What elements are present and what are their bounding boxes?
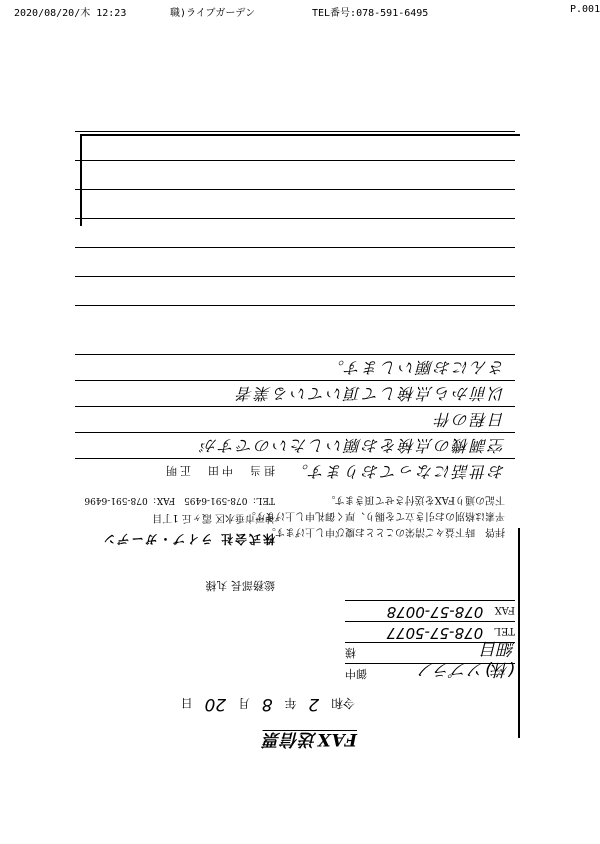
message-text: お世話になっております。: [290, 462, 505, 481]
recipient-sama: 様: [345, 646, 356, 659]
message-text: 空調機の点検をお願いしたいのですが: [198, 436, 505, 455]
date-day-unit: 日: [180, 696, 193, 710]
ruled-line: [75, 218, 515, 247]
recipient-tel-line: [345, 621, 515, 642]
message-text: 日程の件: [432, 410, 505, 429]
recipient-fax-line: [345, 600, 515, 621]
recipient-company: (株)ソプラノ: [417, 659, 515, 679]
intro-line: 下記の通りFAXを送付させて頂きます。: [325, 494, 505, 505]
recipient-person: 細目: [481, 638, 515, 658]
message-line: [75, 354, 515, 380]
intro-line: 平素は格別のお引き立てを賜り、厚く御礼申し上げます。: [245, 510, 505, 521]
message-text: 以前から点検して頂いている業者: [234, 384, 505, 403]
ruled-line: [75, 160, 515, 189]
ruled-line: [75, 276, 515, 305]
sender-company: 株式会社 ライブ・ガーデン: [101, 532, 275, 546]
intro-line: 拝啓 時下益々ご清栄のこととお慶び申し上げます。: [265, 526, 505, 537]
handwritten-message: [75, 354, 515, 484]
message-line: [75, 406, 515, 432]
recipient-company-line: [345, 659, 515, 684]
date-era: 令和: [330, 696, 355, 710]
ruled-line: [75, 247, 515, 276]
message-line: [75, 458, 515, 484]
date-month: 8: [261, 694, 273, 714]
message-line: [75, 380, 515, 406]
sender-dept: 総務部長 丸様: [205, 579, 275, 592]
recipient-tel: 078-57-5077: [386, 624, 484, 642]
frame-border-left: [518, 528, 520, 738]
recipient-suffix: 御中: [345, 667, 367, 680]
sender-address: 神戸市垂水区 霞ヶ丘 1丁目: [152, 512, 275, 523]
date-year-unit: 年: [284, 696, 297, 710]
fax-cover-sheet: [0, 22, 595, 844]
fax-sender-tel: TEL番号:078-591-6495: [312, 8, 429, 19]
fax-datetime: 2020/08/20/木 12:23: [14, 8, 127, 19]
recipient-fax: 078-57-0078: [386, 603, 484, 621]
date-day: 20: [204, 694, 227, 714]
ruled-line: [75, 131, 515, 160]
fax-sender-id: 職)ライブガーデン: [170, 8, 256, 19]
sender-phone: TEL：078-591-6495 FAX：078-591-6496: [84, 495, 275, 505]
form-title: FAX送信票: [262, 729, 357, 749]
date-month-unit: 月: [237, 696, 250, 710]
recipient-block: [345, 600, 515, 684]
ruled-line: [75, 189, 515, 218]
fax-transmission-header: [0, 0, 600, 22]
fax-page-number: P.001: [570, 4, 600, 15]
message-line: [75, 432, 515, 458]
recipient-person-line: [345, 638, 515, 663]
fax-label: FAX: [494, 604, 515, 615]
blank-ruled-lines: [75, 131, 515, 334]
date-year: 2: [308, 694, 320, 714]
form-date: [181, 694, 355, 714]
intro-text: [65, 491, 505, 539]
message-text: さんにお願いします。: [326, 358, 505, 377]
ruled-line: [75, 305, 515, 334]
sender-staff: 担当 中田 正明: [163, 464, 275, 477]
tel-label: TEL: [494, 625, 515, 636]
